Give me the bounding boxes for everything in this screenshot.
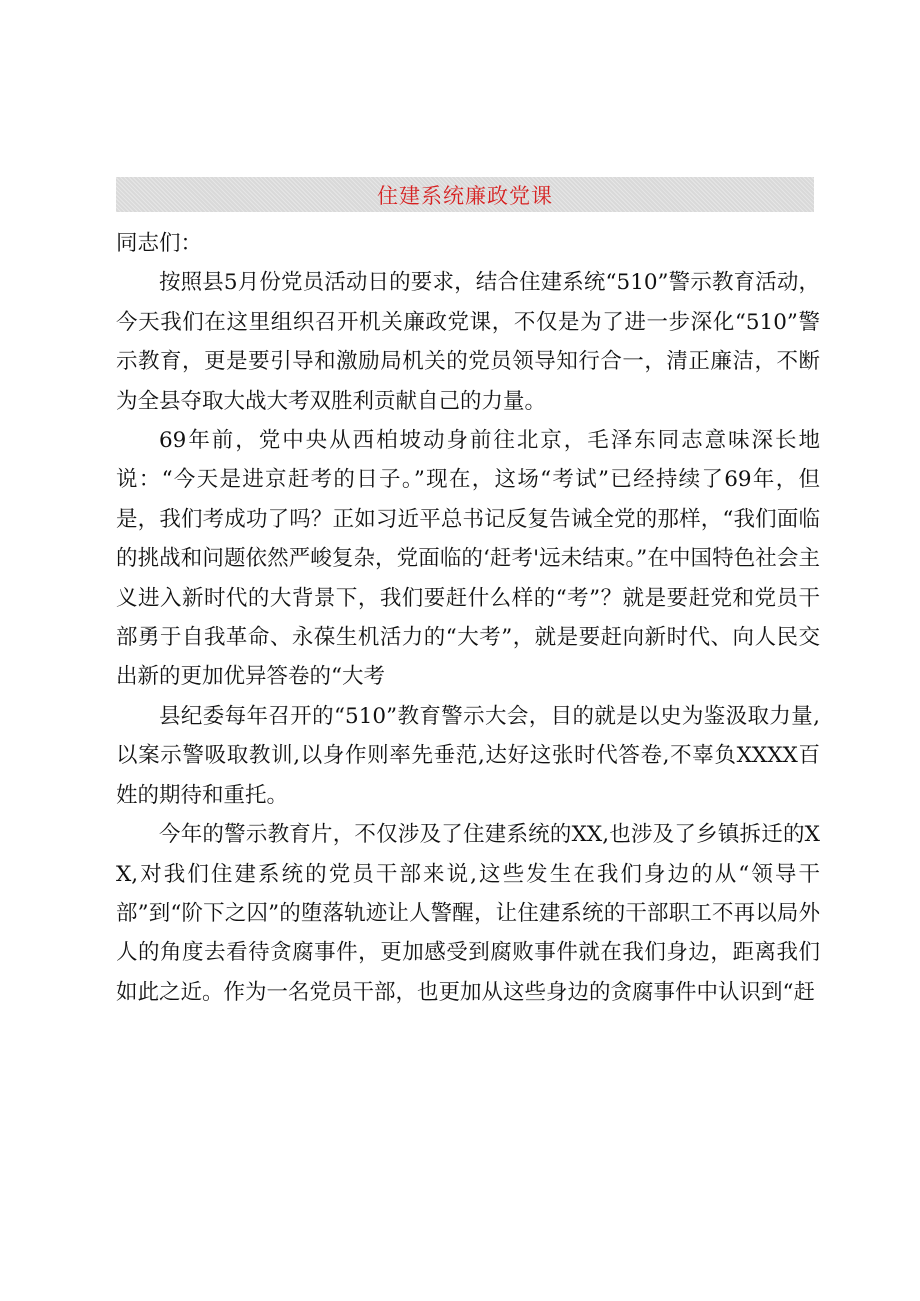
title-banner bbox=[116, 177, 814, 212]
paragraph-4: 今年的警示教育片，不仅涉及了住建系统的XX,也涉及了乡镇拆迁的XX,对我们住建系统的党员干部来说,这些发生在我们身边的从“领导干部”到“阶下之囚”的堕落轨迹让人警醒，让住建系统的干部职工不再以局外人的角度去看待贪腐事件，更加感受到腐败事件就在我们身边，距离我们如此之近。作为一名党员干部，也更加从这些身边的贪腐事件中认识到“赶 bbox=[116, 822, 820, 1005]
paragraph-2: 69年前，党中央从西柏坡动身前往北京，毛泽东同志意味深长地说：“今天是进京赶考的日子。”现在，这场“考试”已经持续了69年，但是，我们考成功了吗？正如习近平总书记反复告诫全党的那样，“我们面临的挑战和问题依然严峻复杂，党面临的‘赶考'远未结束。”在中国特色社会主义进入新时代的大背景下，我们要赶什么样的“考”？就是要赶党和党员干部勇于自我革命、永葆生机活力的“大考”，就是要赶向新时代、向人民交出新的更加优异答卷的“大考 bbox=[116, 428, 820, 690]
document-title: 住建系统廉政党课 bbox=[377, 183, 553, 208]
paragraph-1: 按照县5月份党员活动日的要求，结合住建系统“510”警示教育活动，今天我们在这里组织召开机关廉政党课，不仅是为了进一步深化“510”警示教育，更是要引导和激励局机关的党员领导知行合一，清正廉洁，不断为全县夺取大战大考双胜利贡献自己的力量。 bbox=[116, 270, 820, 414]
paragraph-3: 县纪委每年召开的“510”教育警示大会，目的就是以史为鉴汲取力量,以案示警吸取教训,以身作则率先垂范,达好这张时代答卷,不辜负XXXX百姓的期待和重托。 bbox=[116, 703, 820, 808]
document-body bbox=[116, 224, 820, 1012]
salutation: 同志们： bbox=[116, 231, 203, 256]
